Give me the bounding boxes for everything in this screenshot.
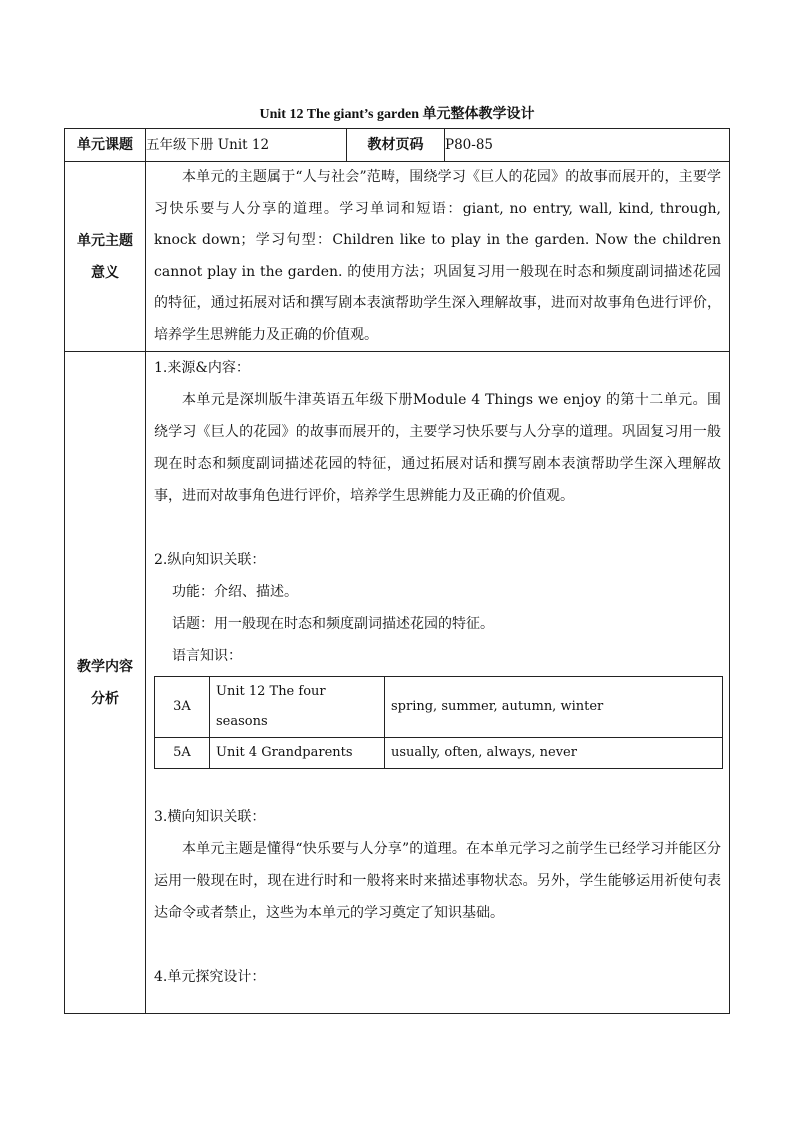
label-content-analysis <box>65 352 146 1014</box>
knowledge-table <box>154 676 723 769</box>
knowledge-unit: Unit 4 Grandparents <box>210 738 385 769</box>
row-unit-topic <box>65 129 730 162</box>
section-2-topic: 话题：用一般现在时态和频度副词描述花园的特征。 <box>172 616 494 632</box>
knowledge-grade: 5A <box>155 738 210 769</box>
knowledge-words: usually, often, always, never <box>385 738 723 769</box>
section-3-text: 本单元主题是懂得“快乐要与人分享”的道理。在本单元学习之前学生已经学习并能区分运用一般现在时，现在进行时和一般将来时来描述事物状态。另外，学生能够运用祈使句表达命令或者禁止，这些为本单元的学习奠定了知识基础。 <box>154 841 721 921</box>
knowledge-row <box>155 738 723 769</box>
design-table <box>64 128 730 1014</box>
value-page-range: P80-85 <box>445 129 730 162</box>
label-theme-meaning <box>65 162 146 352</box>
label-content-line2: 分析 <box>91 690 119 707</box>
section-4-heading: 4.单元探究设计： <box>154 969 266 985</box>
knowledge-words: spring, summer, autumn, winter <box>385 677 723 738</box>
section-2-function: 功能：介绍、描述。 <box>172 584 298 600</box>
section-3-heading: 3.横向知识关联： <box>154 809 266 825</box>
page-title: Unit 12 The giant’s garden 单元整体教学设计 <box>259 107 535 122</box>
section-1-heading: 1.来源&内容： <box>154 360 250 376</box>
label-content-line1: 教学内容 <box>77 658 133 675</box>
knowledge-unit: Unit 12 The four seasons <box>210 677 385 738</box>
theme-meaning-cell <box>146 162 730 352</box>
content-analysis-cell <box>146 352 730 1014</box>
row-theme-meaning <box>65 162 730 352</box>
section-2-language: 语言知识： <box>172 648 242 664</box>
label-page-range: 教材页码 <box>347 129 445 162</box>
section-1-text: 本单元是深圳版牛津英语五年级下册Module 4 Things we enjoy 的第十二单元。围绕学习《巨人的花园》的故事而展开的，主要学习快乐要与人分享的道理。巩固复习用一般现在时态和频度副词描述花园的特征，通过拓展对话和撰写剧本表演帮助学生深入理解故事，进而对故事角色进行评价，培养学生思辨能力及正确的价值观。 <box>154 392 721 504</box>
theme-meaning-text: 本单元的主题属于“人与社会”范畴，围绕学习《巨人的花园》的故事而展开的，主要学习快乐要与人分享的道理。学习单词和短语：giant, no entry, wall, kind, through, knock down；学习句型：Children like to play in the garden. Now the children cannot play in the garden. 的使用方法；巩固复习用一般现在时态和频度副词描述花园的特征，通过拓展对话和撰写剧本表演帮助学生深入理解故事，进而对故事角色进行评价，培养学生思辨能力及正确的价值观。 <box>154 169 721 343</box>
label-theme-line1: 单元主题 <box>77 232 133 249</box>
label-theme-line2: 意义 <box>91 264 119 281</box>
knowledge-grade: 3A <box>155 677 210 738</box>
section-2-heading: 2.纵向知识关联： <box>154 552 266 568</box>
label-unit-topic: 单元课题 <box>65 129 146 162</box>
knowledge-row <box>155 677 723 738</box>
value-unit-topic: 五年级下册 Unit 12 <box>146 129 347 162</box>
row-content-analysis <box>65 352 730 1014</box>
